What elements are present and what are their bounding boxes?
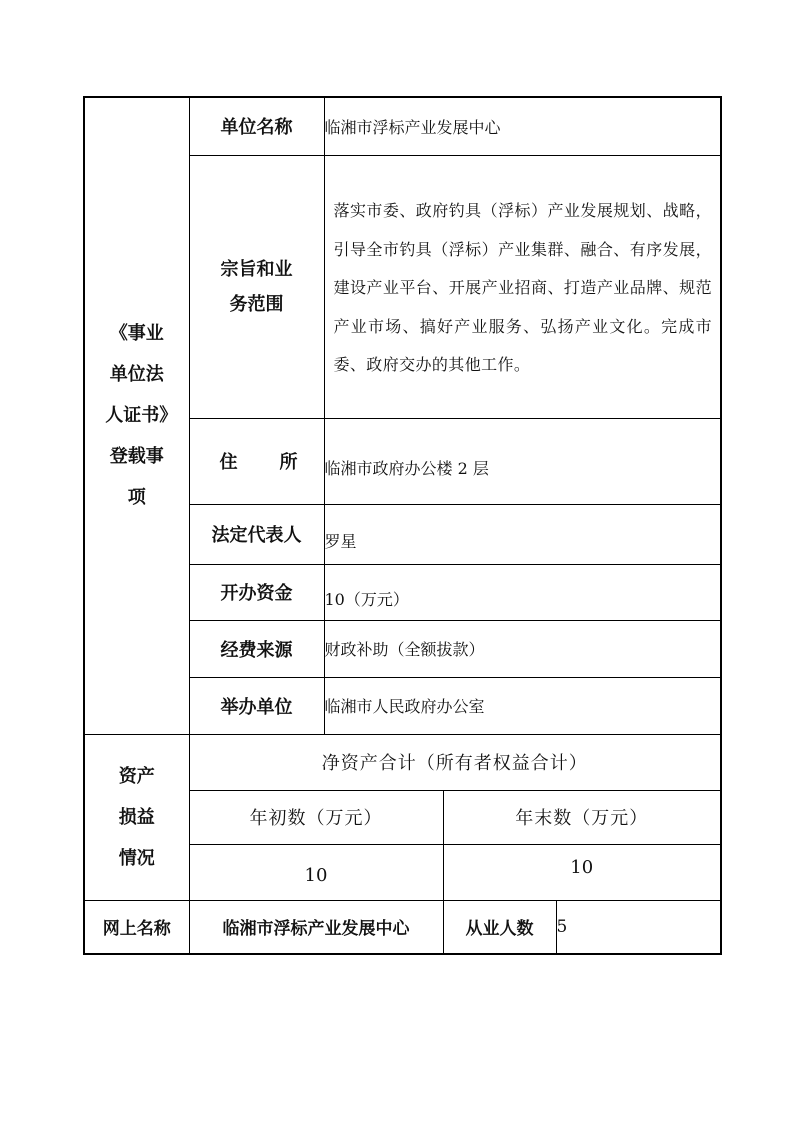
address-label	[189, 418, 324, 504]
unit-name-value: 临湘市浮标产业发展中心	[324, 97, 721, 155]
staff-count-value: 5	[556, 900, 721, 954]
begin-year-value: 10	[189, 844, 443, 900]
registration-form-table	[83, 96, 722, 955]
capital-value: 10（万元）	[324, 564, 721, 620]
sponsor-value: 临湘市人民政府办公室	[324, 677, 721, 734]
begin-year-label: 年初数（万元）	[189, 790, 443, 844]
sponsor-label: 举办单位	[189, 677, 324, 734]
legal-rep-label: 法定代表人	[189, 504, 324, 564]
unit-name-label: 单位名称	[189, 97, 324, 155]
address-value: 临湘市政府办公楼 2 层	[324, 418, 721, 504]
online-name-value: 临湘市浮标产业发展中心	[189, 900, 443, 954]
online-name-label: 网上名称	[84, 900, 189, 954]
purpose-label: 宗旨和业务范围	[189, 155, 324, 418]
row-unit-name	[84, 97, 721, 155]
certificate-section-label: 《事业单位法人证书》登载事项	[84, 97, 189, 734]
address-label-char-2: 所	[279, 452, 298, 473]
row-footer	[84, 900, 721, 954]
legal-rep-value: 罗星	[324, 504, 721, 564]
net-assets-header: 净资产合计（所有者权益合计）	[189, 734, 721, 790]
end-year-value: 10	[443, 844, 721, 900]
purpose-value: 落实市委、政府钓具（浮标）产业发展规划、战略，引导全市钓具（浮标）产业集群、融合、有序发展，建设产业平台、开展产业招商、打造产业品牌、规范产业市场、搞好产业服务、弘扬产业文化。完成市委、政府交办的其他工作。	[324, 155, 721, 418]
capital-label: 开办资金	[189, 564, 324, 620]
address-label-char-1: 住	[219, 452, 238, 473]
end-year-label: 年末数（万元）	[443, 790, 721, 844]
row-assets-header	[84, 734, 721, 790]
staff-count-label: 从业人数	[443, 900, 556, 954]
funding-label: 经费来源	[189, 620, 324, 677]
funding-value: 财政补助（全额拔款）	[324, 620, 721, 677]
assets-section-label: 资产损益情况	[84, 734, 189, 900]
